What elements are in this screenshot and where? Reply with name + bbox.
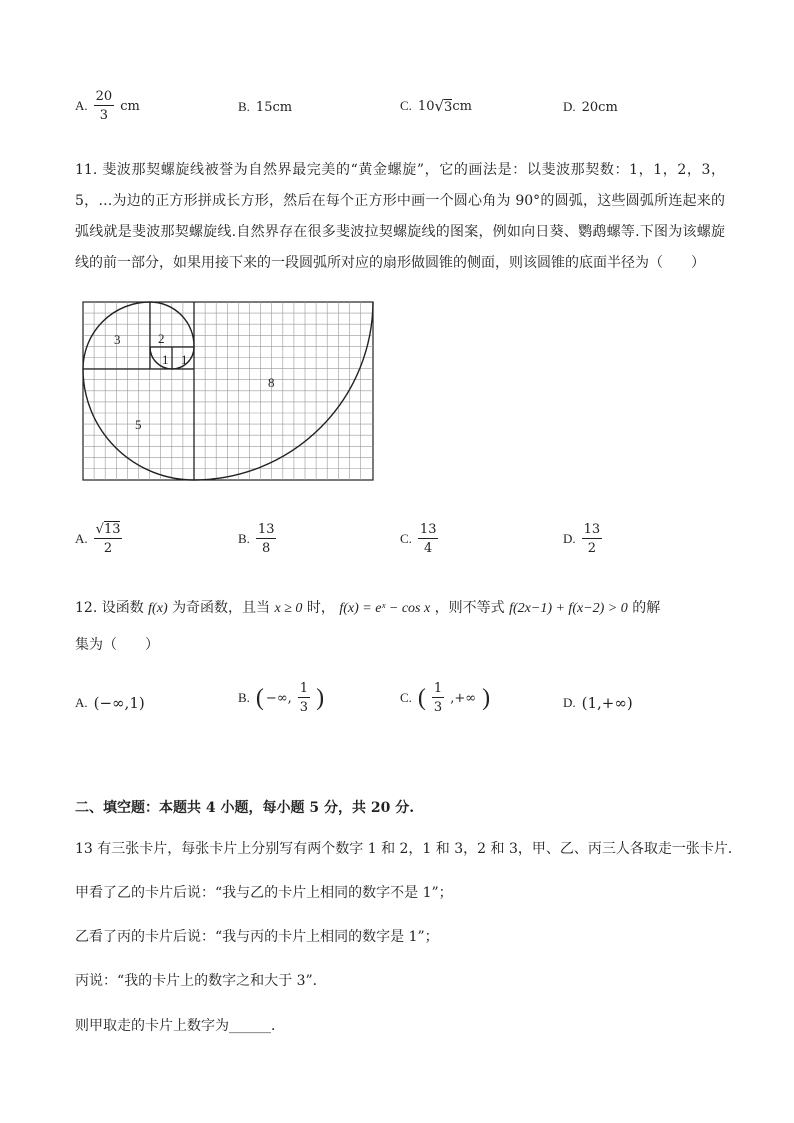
denominator: 3 [99, 108, 109, 123]
interval-right: ,+∞ [450, 690, 477, 706]
unit: cm [452, 98, 472, 114]
fraction [256, 523, 277, 555]
option-letter: C. [400, 531, 412, 546]
fibonacci-spiral-figure [82, 301, 376, 483]
q13-line4: 丙说：“我的卡片上的数字之和大于 3”． [75, 973, 327, 989]
condition: x ≥ 0 [274, 601, 303, 616]
fraction [418, 523, 439, 555]
option-letter: A. [75, 531, 88, 546]
q13-line1: 13 有三张卡片，每张卡片上分别写有两个数字 1 和 2，1 和 3，2 和 3，甲、乙、丙三人各取走一张卡片． [75, 841, 742, 857]
denominator: 8 [262, 541, 271, 556]
grid [83, 302, 373, 480]
denominator: 2 [103, 541, 113, 556]
q11-option-d [563, 523, 602, 555]
formula: f(x) = eˣ − cos x [339, 601, 431, 616]
denominator: 3 [299, 700, 309, 715]
unit: cm [120, 98, 140, 114]
option-letter: D. [563, 695, 576, 710]
fraction [298, 682, 310, 714]
q12-prefix: 12. 设函数 [75, 600, 144, 616]
radicand: 3 [444, 100, 453, 115]
denominator: 3 [433, 700, 443, 715]
option-text: (1,+∞) [581, 694, 633, 712]
numerator [94, 523, 123, 539]
label-5: 5 [135, 417, 142, 432]
q10-option-b [238, 99, 292, 115]
sqrt [434, 97, 452, 115]
label-1a: 1 [162, 352, 169, 367]
fraction [432, 682, 444, 714]
label-1b: 1 [181, 352, 188, 367]
q13-line3: 乙看了丙的卡片后说：“我与丙的卡片上相同的数字是 1”； [75, 929, 439, 945]
fraction [582, 523, 603, 555]
radicand: 13 [103, 522, 121, 537]
left-paren-icon: ( [255, 685, 264, 711]
fraction [94, 90, 115, 122]
inequality: f(2x−1) + f(x−2) > 0 [509, 601, 628, 616]
q10-option-d [563, 99, 618, 115]
radical-sign-icon: √ [95, 522, 104, 537]
option-letter: C. [400, 98, 412, 113]
denominator: 2 [587, 541, 597, 556]
option-letter: B. [238, 531, 250, 546]
interval-left: −∞, [265, 690, 292, 706]
option-letter: A. [75, 695, 88, 710]
label-8: 8 [268, 375, 275, 390]
coefficient: 10 [417, 98, 435, 114]
q12-text-e: 的解 [632, 600, 661, 616]
q12-line1 [75, 597, 660, 617]
option-letter: D. [563, 531, 576, 546]
q13-line5: 则甲取走的卡片上数字为______． [75, 1018, 285, 1034]
label-2: 2 [158, 331, 165, 346]
radical-sign-icon: √ [434, 97, 445, 115]
q12-option-a [75, 694, 145, 712]
q11-option-a [75, 523, 122, 555]
q12-option-c [400, 682, 490, 714]
label-3: 3 [114, 332, 121, 347]
numerator: 20 [95, 89, 113, 104]
numerator: 1 [299, 681, 309, 696]
function-name: f(x) [148, 601, 168, 616]
q11-option-b [238, 523, 276, 555]
q11-option-c [400, 523, 438, 555]
q11-text: 11. 斐波那契螺旋线被誉为自然界最完美的“黄金螺旋”，它的画法是：以斐波那契数：1，1，2，3，5，…为边的正方形拼成长方形，然后在每个正方形中画一个圆心角为 90°的圆弧，这些圆弧所连起来的弧线就是斐波那契螺旋线.自然界存在很多斐波拉契螺旋线的图案，例如向日葵、鹦鹉螺等.下图为该螺旋线的前一部分，如果用接下来的一段圆弧所对应的扇形做圆锥的侧面，则该圆锥的底面半径为（ ） [75, 162, 725, 271]
right-paren-icon: ) [316, 685, 325, 711]
option-text: 20cm [581, 99, 618, 115]
q10-option-a [75, 90, 140, 122]
option-letter: C. [400, 690, 412, 705]
right-paren-icon: ) [482, 685, 491, 711]
q12-option-b [238, 682, 324, 714]
q12-text-c: 时， [306, 600, 335, 616]
q12-line2: 集为（ ） [75, 637, 159, 653]
denominator: 4 [424, 541, 433, 556]
option-text: (−∞,1) [93, 694, 145, 712]
option-letter: B. [238, 99, 250, 114]
option-letter: B. [238, 690, 250, 705]
numerator: 13 [257, 522, 275, 537]
option-text: 15cm [255, 99, 293, 115]
q12-text-b: 为奇函数，且当 [172, 600, 271, 616]
numerator: 13 [583, 522, 601, 537]
option-letter: A. [75, 98, 88, 113]
numerator: 13 [419, 522, 437, 537]
q13-line2: 甲看了乙的卡片后说：“我与乙的卡片上相同的数字不是 1”； [75, 885, 453, 901]
option-letter: D. [563, 99, 576, 114]
q12-option-d [563, 694, 633, 712]
left-paren-icon: ( [417, 685, 426, 711]
q12-text-d: ，则不等式 [434, 600, 505, 616]
q10-option-c [400, 97, 472, 115]
fraction [94, 523, 123, 555]
section-title: 二、填空题：本题共 4 小题，每小题 5 分，共 20 分. [75, 800, 415, 816]
numerator: 1 [433, 681, 443, 696]
